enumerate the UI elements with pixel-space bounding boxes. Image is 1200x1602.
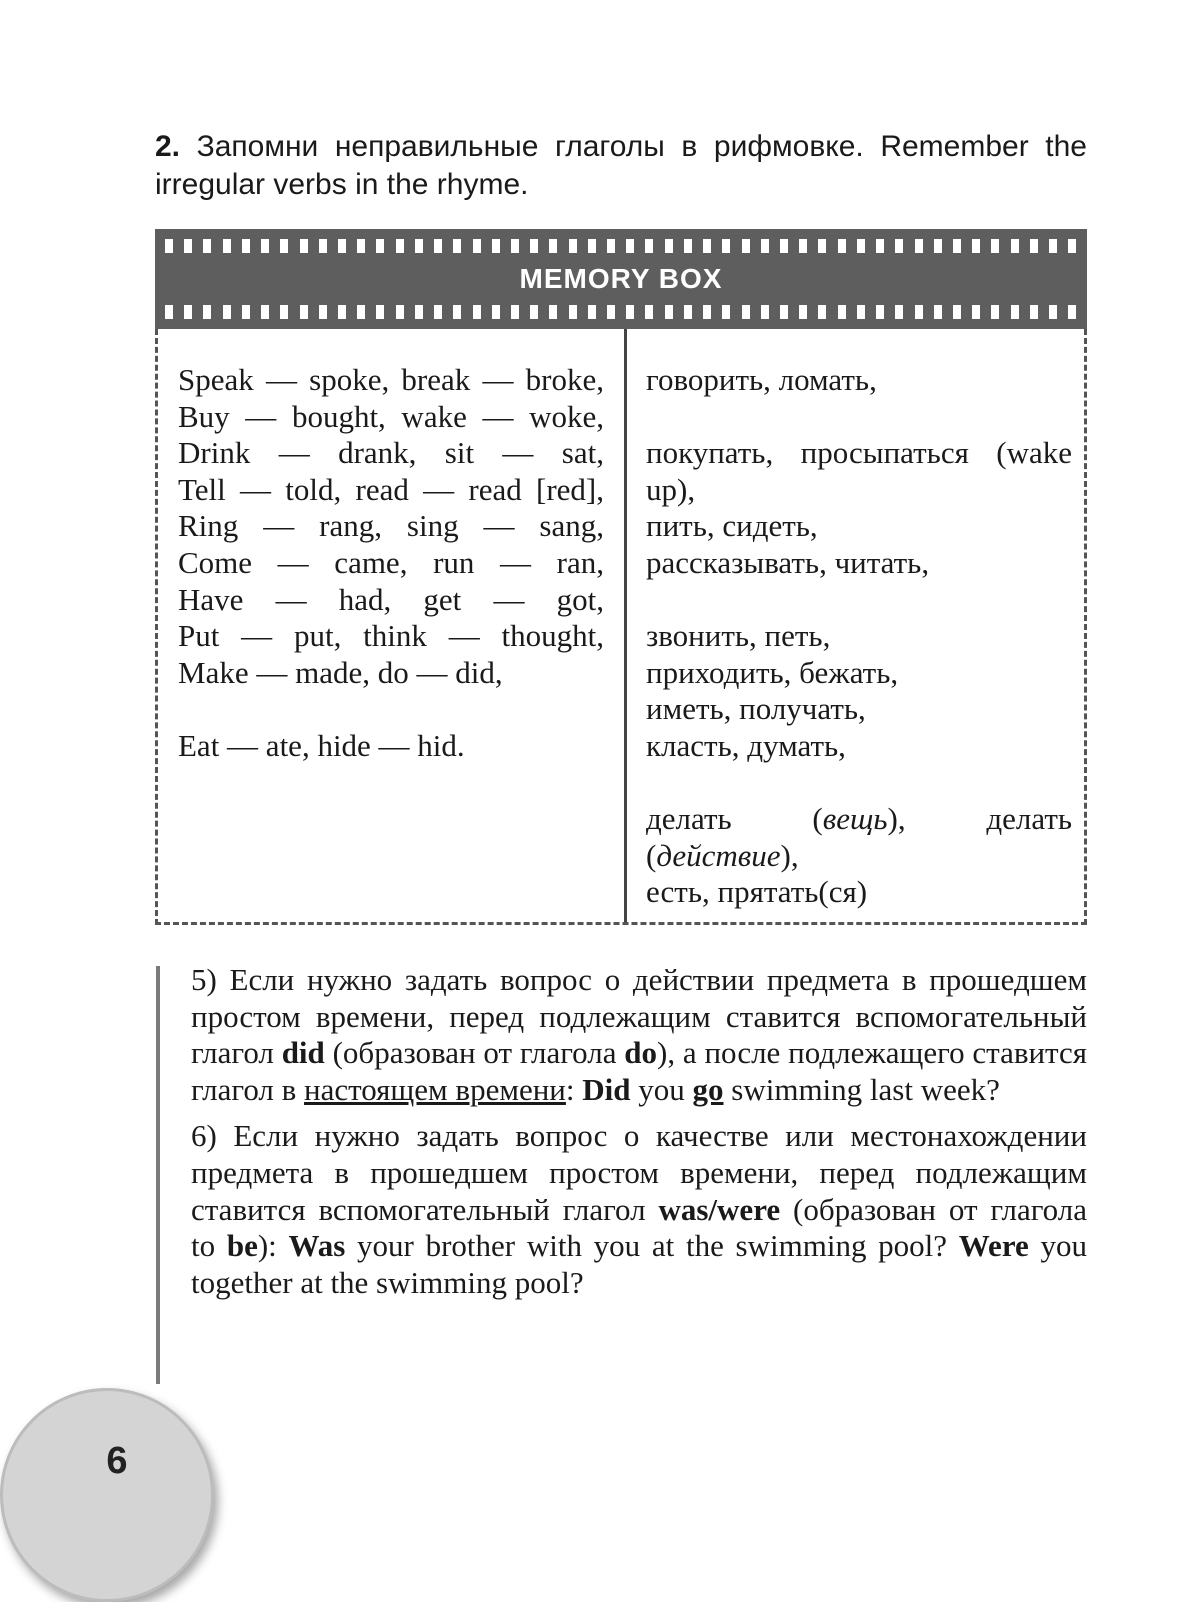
film-hole (626, 239, 634, 253)
russian-column (646, 362, 1072, 911)
film-hole (876, 305, 884, 319)
film-hole (934, 305, 942, 319)
film-hole (530, 239, 538, 253)
film-hole (972, 239, 980, 253)
film-hole (799, 239, 807, 253)
film-hole (338, 239, 346, 253)
film-hole (991, 239, 999, 253)
film-hole (588, 239, 596, 253)
film-hole (934, 239, 942, 253)
verb-row-en: Ring — rang, sing — sang, (178, 508, 604, 544)
film-hole (184, 239, 192, 253)
verb-row-en: Tell — told, read — read [red], (178, 471, 604, 507)
film-hole (184, 305, 192, 319)
film-hole (396, 239, 404, 253)
film-hole (607, 305, 615, 319)
film-strip-top (155, 235, 1087, 257)
film-hole (1068, 239, 1076, 253)
film-hole (972, 305, 980, 319)
film-hole (915, 305, 923, 319)
verb-row-ru: пить, сидеть, (646, 508, 818, 544)
verb-row-ru: говорить, ломать, (646, 362, 877, 397)
column-divider (624, 329, 627, 922)
film-hole (242, 305, 250, 319)
rule-text: you together at the swimming pool? (191, 1228, 1087, 1300)
film-hole (742, 305, 750, 319)
film-hole (203, 305, 211, 319)
film-hole (722, 305, 730, 319)
rule-bold: did (281, 1035, 325, 1071)
rule-bold: be (226, 1228, 258, 1264)
film-hole (588, 305, 596, 319)
film-hole (915, 239, 923, 253)
film-hole (1049, 239, 1057, 253)
film-hole (165, 305, 173, 319)
film-hole (223, 305, 231, 319)
film-hole (434, 305, 442, 319)
english-column (178, 362, 604, 765)
film-hole (1049, 305, 1057, 319)
film-hole (165, 239, 173, 253)
rule-bold-underline: go (692, 1071, 724, 1107)
film-hole (818, 239, 826, 253)
rule-bold: Was (288, 1228, 346, 1264)
film-hole (453, 305, 461, 319)
rule-5 (191, 962, 1087, 1108)
film-hole (415, 305, 423, 319)
verb-row-ru: класть, думать, (646, 727, 846, 763)
film-hole (434, 239, 442, 253)
film-hole (473, 305, 481, 319)
film-hole (549, 239, 557, 253)
memory-box-title: MEMORY BOX (519, 263, 723, 294)
film-hole (357, 305, 365, 319)
memory-box-header (155, 229, 1087, 329)
film-hole (953, 239, 961, 253)
film-hole (953, 305, 961, 319)
film-hole (549, 305, 557, 319)
verb-row-en: Put — put, think — thought, (178, 618, 604, 654)
rule-bold: Did (582, 1071, 631, 1107)
film-hole (319, 239, 327, 253)
film-hole (1011, 239, 1019, 253)
film-hole (300, 239, 308, 253)
ru-text: делать ( (646, 801, 823, 837)
page-number: 6 (106, 1440, 128, 1482)
film-hole (319, 305, 327, 319)
memory-box-table (155, 329, 1087, 925)
rule-underline: настоящем времени (304, 1071, 566, 1107)
verb-row-ru (646, 801, 1072, 874)
rule-text: : (565, 1071, 583, 1107)
film-hole (799, 305, 807, 319)
film-hole (376, 305, 384, 319)
film-hole (607, 239, 615, 253)
grammar-rules (191, 962, 1087, 1311)
rules-side-bar (156, 966, 160, 1384)
film-hole (857, 305, 865, 319)
film-hole (626, 305, 634, 319)
film-hole (396, 305, 404, 319)
rule-text: 5) Если нужно задать вопрос о действии предмета в прошедшем простом времени, перед подлежащим ставится вспомогательный глагол (191, 962, 1087, 1071)
film-hole (223, 239, 231, 253)
rule-text: (образован от глагола to (191, 1191, 1087, 1264)
rule-6 (191, 1118, 1087, 1301)
rule-text: you (630, 1071, 693, 1107)
film-hole (280, 239, 288, 253)
film-hole (1011, 305, 1019, 319)
film-hole (665, 305, 673, 319)
film-hole (569, 305, 577, 319)
ru-italic: вещь (822, 801, 888, 837)
film-hole (261, 239, 269, 253)
film-hole (511, 305, 519, 319)
rule-text: (образован от глагола (324, 1035, 625, 1071)
page-number-badge (0, 1388, 214, 1602)
verb-row-en: Drink — drank, sit — sat, (178, 435, 604, 471)
film-hole (780, 305, 788, 319)
verb-row-en: Make — made, do — did, (178, 654, 503, 690)
film-hole (203, 239, 211, 253)
ru-text: ), (780, 837, 799, 873)
film-hole (453, 239, 461, 253)
film-hole (376, 239, 384, 253)
film-hole (703, 239, 711, 253)
verb-row-ru: звонить, петь, (646, 618, 831, 654)
film-hole (876, 239, 884, 253)
film-hole (895, 305, 903, 319)
film-hole (645, 239, 653, 253)
film-hole (895, 239, 903, 253)
film-hole (300, 305, 308, 319)
film-hole (415, 239, 423, 253)
task-number: 2. (155, 130, 181, 163)
verb-row-ru: приходить, бежать, (646, 654, 899, 690)
ru-text: ), делать ( (646, 801, 1073, 873)
film-hole (818, 305, 826, 319)
film-hole (530, 305, 538, 319)
ru-italic: действие (656, 837, 781, 873)
film-hole (357, 239, 365, 253)
film-hole (280, 305, 288, 319)
rule-text: ): (257, 1228, 289, 1264)
film-hole (492, 239, 500, 253)
film-hole (569, 239, 577, 253)
film-hole (261, 305, 269, 319)
film-hole (1030, 239, 1038, 253)
rule-bold: was/were (658, 1191, 781, 1227)
film-hole (703, 305, 711, 319)
film-hole (242, 239, 250, 253)
film-hole (665, 239, 673, 253)
rule-text: 6) Если нужно задать вопрос о качестве или местонахождении предмета в прошедшем простом времени, перед подлежащим ставится вспомогательный глагол (191, 1118, 1087, 1227)
rule-bold: do (624, 1035, 658, 1071)
rule-text: your brother with you at the swimming pool? (345, 1228, 959, 1264)
film-hole (338, 305, 346, 319)
film-hole (761, 239, 769, 253)
film-hole (991, 305, 999, 319)
film-hole (1068, 305, 1076, 319)
film-hole (857, 239, 865, 253)
film-hole (742, 239, 750, 253)
verb-row-ru: иметь, получать, (646, 691, 866, 727)
verb-row-en: Eat — ate, hide — hid. (178, 727, 465, 763)
verb-row-en: Have — had, get — got, (178, 581, 604, 617)
film-hole (684, 239, 692, 253)
verb-row-ru: покупать, просыпаться (wake up), (646, 435, 1072, 507)
film-hole (838, 239, 846, 253)
verb-row-en: Come — came, run — ran, (178, 544, 604, 580)
task-instruction (155, 128, 1087, 204)
film-hole (473, 239, 481, 253)
film-hole (722, 239, 730, 253)
rule-text: ), а после подлежащего ставится глагол в (191, 1035, 1087, 1107)
verb-row-en: Speak — spoke, break — broke, (178, 362, 604, 397)
film-hole (684, 305, 692, 319)
film-hole (761, 305, 769, 319)
verb-row-ru: рассказывать, читать, (646, 544, 930, 580)
film-hole (780, 239, 788, 253)
rule-text: swimming last week? (723, 1071, 1000, 1107)
verb-row-en: Buy — bought, wake — woke, (178, 398, 604, 434)
film-hole (838, 305, 846, 319)
film-hole (492, 305, 500, 319)
film-hole (645, 305, 653, 319)
film-hole (511, 239, 519, 253)
film-strip-bottom (155, 301, 1087, 323)
film-hole (1030, 305, 1038, 319)
verb-row-ru: есть, прятать(ся) (646, 874, 868, 910)
task-text: Запомни неправильные глаголы в рифмовке. Remember the irregular verbs in the rhyme. (155, 130, 1087, 201)
rule-bold: Were (958, 1228, 1029, 1264)
